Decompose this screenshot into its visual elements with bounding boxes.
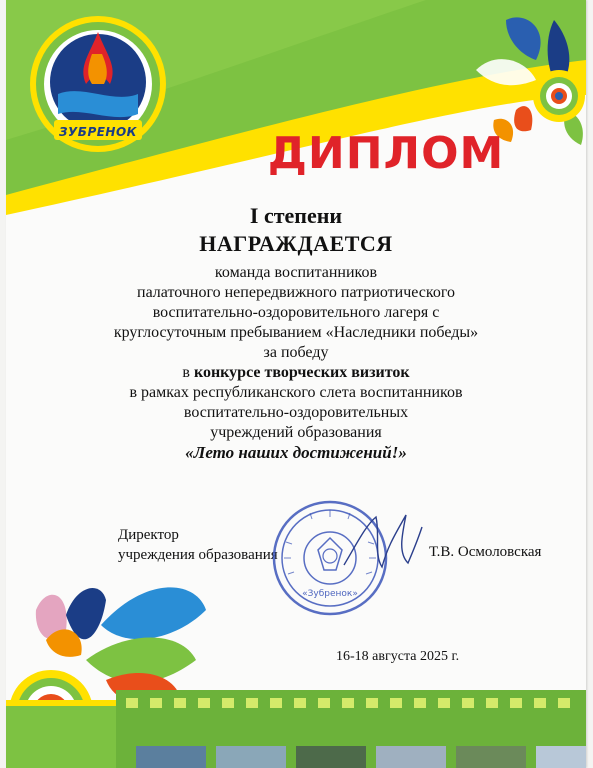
- contest-name: конкурсе творческих визиток: [193, 364, 410, 381]
- body-line: за победу: [263, 344, 329, 361]
- event-title: «Лето наших достижений!»: [185, 443, 407, 462]
- contest-line: [6, 363, 586, 383]
- body-line: палаточного непередвижного патриотического: [137, 284, 455, 301]
- diploma-title: ДИПЛОМ: [267, 128, 505, 179]
- body-line: в рамках республиканского слета воспитанников: [129, 384, 463, 401]
- signature-scribble: [336, 505, 426, 585]
- awarded-text: НАГРАЖДАЕТСЯ: [199, 231, 393, 256]
- camp-emblem: [28, 14, 168, 154]
- diploma-sheet: [6, 0, 586, 768]
- body-line: воспитательно-оздоровительных: [183, 404, 409, 421]
- signatory-name: Т.В. Осмоловская: [429, 544, 542, 560]
- body-line: команда воспитанников: [214, 264, 378, 281]
- emblem-label: ЗУБРЕНОК: [59, 125, 137, 139]
- body-line: воспитательно-оздоровительного лагеря с: [152, 304, 440, 321]
- signatory-role: [118, 525, 278, 565]
- body-line: круглосуточным пребыванием «Наследники победы»: [113, 324, 479, 341]
- diploma-body: [6, 203, 586, 463]
- role-line: Директор: [118, 527, 179, 543]
- role-line: учреждения образования: [118, 547, 278, 563]
- body-line: учреждений образования: [210, 424, 382, 441]
- photo-strip: [116, 690, 586, 768]
- stamp-text: «Зубренок»: [302, 589, 358, 599]
- degree-text: I степени: [249, 203, 343, 228]
- contest-prefix: в: [182, 364, 194, 381]
- event-date: 16-18 августа 2025 г.: [336, 649, 460, 664]
